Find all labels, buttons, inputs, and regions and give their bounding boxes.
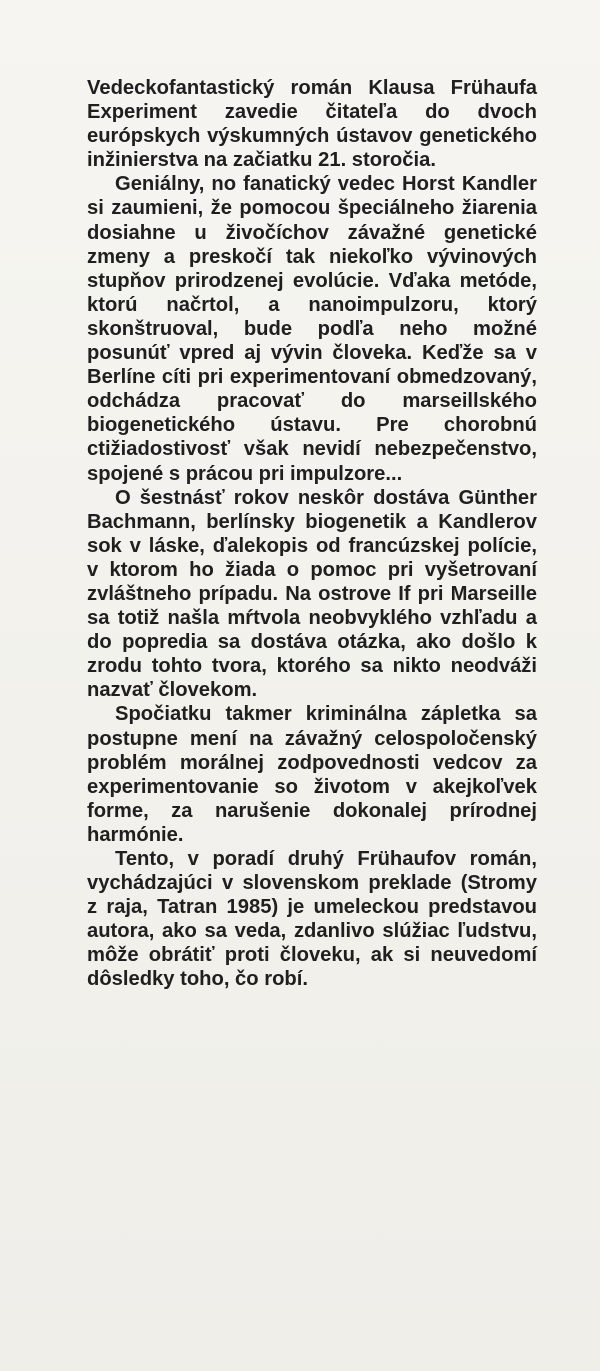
paragraph-kandler: Geniálny, no fanatický vedec Horst Kandler si zaumieni, že pomocou špeciálneho žiarenia dosiahne u živočíchov závažné genetické zmeny a preskočí tak niekoľko vývinových stupňov prirodzenej evolúcie. Vďaka metóde, ktorú načrtol, a nanoimpulzoru, ktorý skonštruoval, bude podľa neho možné posunúť vpred aj vývin človeka. Keďže sa v Berlíne cíti pri experimentovaní obmedzovaný, odchádza pracovať do marseillského biogenetického ústavu. Pre chorobnú ctižiadostivosť však nevidí nebezpečenstvo, spojené s prácou pri impulzore... — [87, 173, 537, 485]
blurb-text — [87, 76, 537, 992]
paragraph-conclusion: Tento, v poradí druhý Frühaufov román, vychádzajúci v slovenskom preklade (Stromy z raja, Tatran 1985) je umeleckou predstavou autora, ako sa veda, zdanlivo slúžiac ľudstvu, môže obrátiť proti človeku, ak si neuvedomí dôsledky toho, čo robí. — [87, 848, 537, 991]
paragraph-intro: Vedeckofantastický román Klausa Frühaufa Experiment zavedie čitateľa do dvoch európskych výskumných ústavov genetického inžinierstva na začiatku 21. storočia. — [87, 77, 537, 172]
paragraph-problem: Spočiatku takmer kriminálna zápletka sa postupne mení na závažný celospoločenský problém morálnej zodpovednosti vedcov za experimentovanie so životom v akejkoľvek forme, za narušenie dokonalej prírodnej harmónie. — [87, 703, 537, 846]
paragraph-bachmann: O šestnásť rokov neskôr dostáva Günther Bachmann, berlínsky biogenetik a Kandlerov sok v láske, ďalekopis od francúzskej polície, v ktorom ho žiada o pomoc pri vyšetrovaní zvláštneho prípadu. Na ostrove If pri Marseille sa totiž našla mŕtvola neobvyklého vzhľadu a do popredia sa dostáva otázka, ako došlo k zrodu tohto tvora, ktorého sa nikto neodváži nazvať človekom. — [87, 486, 537, 702]
